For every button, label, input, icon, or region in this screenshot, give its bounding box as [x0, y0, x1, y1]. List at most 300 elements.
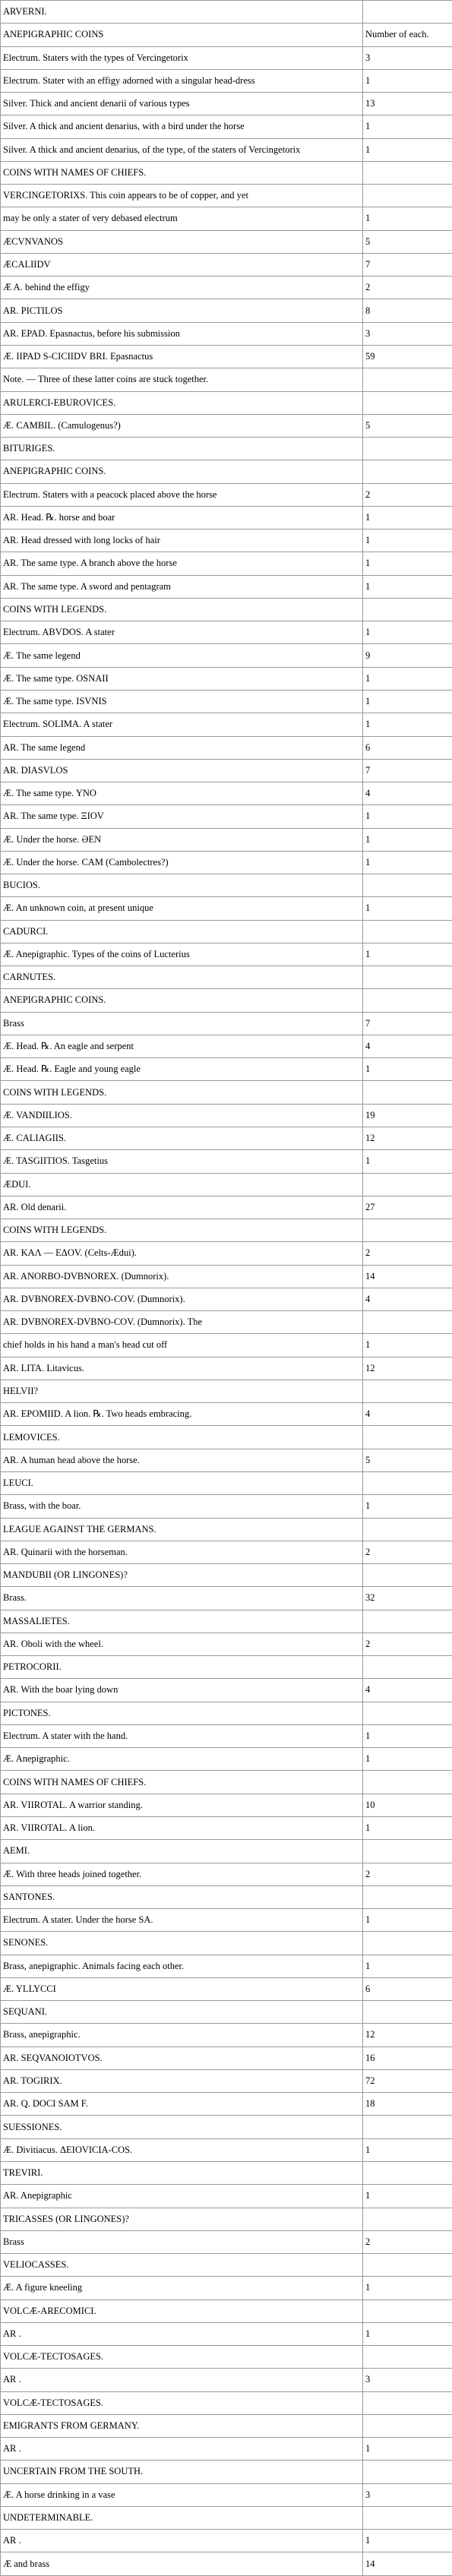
- count-cell: 1: [363, 1334, 452, 1357]
- table-row: [1, 2346, 452, 2369]
- count-cell: 4: [363, 1288, 452, 1310]
- description-cell: Æ. The same type. YNO: [1, 782, 363, 805]
- count-cell: [363, 1311, 452, 1334]
- count-cell: 1: [363, 69, 452, 92]
- count-cell: [363, 1702, 452, 1724]
- description-cell: VOLCÆ-TECTOSAGES.: [1, 2391, 363, 2414]
- table-row: [1, 185, 452, 207]
- count-cell: 2: [363, 277, 452, 299]
- count-cell: 1: [363, 805, 452, 828]
- count-cell: 4: [363, 1679, 452, 1702]
- description-cell: ANEPIGRAPHIC COINS: [1, 24, 363, 46]
- description-cell: Æ. YLLYCCI: [1, 1977, 363, 2000]
- count-cell: 3: [363, 46, 452, 69]
- table-row: [1, 1012, 452, 1035]
- count-cell: [363, 2208, 452, 2230]
- description-cell: HELVII?: [1, 1380, 363, 1402]
- count-cell: 7: [363, 253, 452, 276]
- description-cell: TRICASSES (OR LINGONES)?: [1, 2208, 363, 2230]
- table-row: [1, 943, 452, 966]
- table-row: [1, 1816, 452, 1839]
- description-cell: Electrum. A stater with the hand.: [1, 1724, 363, 1747]
- count-cell: [363, 989, 452, 1012]
- count-cell: [363, 966, 452, 989]
- table-row: [1, 1334, 452, 1357]
- count-cell: 3: [363, 2483, 452, 2506]
- table-row: [1, 2438, 452, 2461]
- description-cell: SEQUANI.: [1, 2001, 363, 2024]
- count-cell: 1: [363, 2438, 452, 2461]
- count-cell: [363, 2001, 452, 2024]
- table-row: [1, 736, 452, 759]
- count-cell: 1: [363, 2185, 452, 2208]
- description-cell: AR. DVBNOREX-DVBNO-COV. (Dumnorix).: [1, 1288, 363, 1310]
- table-row: [1, 1035, 452, 1057]
- description-cell: AR. ANORBO-DVBNOREX. (Dumnorix).: [1, 1265, 363, 1288]
- table-row: [1, 299, 452, 322]
- description-cell: Brass, anepigraphic.: [1, 2024, 363, 2047]
- count-cell: 3: [363, 2369, 452, 2391]
- description-cell: AR. Q. DOCI SAM F.: [1, 2093, 363, 2116]
- table-row: [1, 322, 452, 345]
- description-cell: ÆCVNVANOS: [1, 230, 363, 253]
- count-cell: 2: [363, 1541, 452, 1563]
- table-row: [1, 1311, 452, 1334]
- description-cell: LEUCI.: [1, 1472, 363, 1495]
- description-cell: Æ. The same type. OSNAII: [1, 667, 363, 690]
- description-cell: Æ. TASGIITIOS. Tasgetius: [1, 1150, 363, 1173]
- table-row: [1, 2277, 452, 2299]
- description-cell: VELIOCASSES.: [1, 2254, 363, 2277]
- description-cell: ARULERCI-EBUROVICES.: [1, 391, 363, 414]
- description-cell: PETROCORII.: [1, 1656, 363, 1679]
- count-cell: 1: [363, 552, 452, 575]
- count-cell: 7: [363, 759, 452, 782]
- table-row: [1, 1771, 452, 1794]
- count-cell: 13: [363, 93, 452, 115]
- description-cell: AR .: [1, 2369, 363, 2391]
- table-row: [1, 46, 452, 69]
- description-cell: Æ. The same type. ISVNIS: [1, 690, 363, 713]
- table-row: [1, 782, 452, 805]
- description-cell: LEAGUE AGAINST THE GERMANS.: [1, 1518, 363, 1541]
- count-cell: [363, 185, 452, 207]
- count-cell: [363, 920, 452, 943]
- count-cell: [363, 1173, 452, 1196]
- description-cell: COINS WITH NAMES OF CHIEFS.: [1, 1771, 363, 1794]
- table-row: [1, 460, 452, 483]
- table-row: [1, 1265, 452, 1288]
- count-cell: 32: [363, 1587, 452, 1610]
- count-cell: 1: [363, 621, 452, 644]
- description-cell: CADURCI.: [1, 920, 363, 943]
- description-cell: Æ. Under the horse. ƏEN: [1, 828, 363, 851]
- description-cell: AR. Oboli with the wheel.: [1, 1633, 363, 1655]
- table-row: [1, 713, 452, 736]
- count-cell: 1: [363, 1150, 452, 1173]
- description-cell: AR. Old denarii.: [1, 1196, 363, 1218]
- count-cell: [363, 368, 452, 391]
- count-cell: 1: [363, 2138, 452, 2161]
- table-row: [1, 1380, 452, 1402]
- table-row: [1, 2414, 452, 2437]
- count-cell: [363, 2299, 452, 2322]
- table-row: [1, 2299, 452, 2322]
- description-cell: Electrum. SOLIMA. A stater: [1, 713, 363, 736]
- description-cell: ÆCALIIDV: [1, 253, 363, 276]
- description-cell: LEMOVICES.: [1, 1426, 363, 1449]
- table-row: [1, 1724, 452, 1747]
- description-cell: Æ. VANDIILIOS.: [1, 1104, 363, 1127]
- table-row: [1, 1748, 452, 1771]
- table-row: [1, 1863, 452, 1885]
- description-cell: AR. Head. ℞. horse and boar: [1, 506, 363, 529]
- table-row: [1, 207, 452, 230]
- table-row: [1, 2047, 452, 2069]
- table-row: [1, 2322, 452, 2345]
- count-cell: [363, 2506, 452, 2529]
- table-row: [1, 1104, 452, 1127]
- table-row: [1, 1081, 452, 1104]
- table-row: [1, 851, 452, 874]
- count-cell: 4: [363, 782, 452, 805]
- description-cell: AR. VIIROTAL. A lion.: [1, 1816, 363, 1839]
- table-row: [1, 1610, 452, 1633]
- table-row: [1, 1656, 452, 1679]
- description-cell: SUESSIONES.: [1, 2116, 363, 2138]
- count-cell: 5: [363, 414, 452, 437]
- count-cell: [363, 1885, 452, 1908]
- description-cell: BITURIGES.: [1, 438, 363, 460]
- table-row: [1, 2116, 452, 2138]
- table-row: [1, 920, 452, 943]
- table-row: [1, 897, 452, 920]
- description-cell: VOLCÆ-ARECOMICI.: [1, 2299, 363, 2322]
- table-row: [1, 1541, 452, 1563]
- table-row: [1, 1426, 452, 1449]
- description-cell: VOLCÆ-TECTOSAGES.: [1, 2346, 363, 2369]
- count-cell: [363, 1656, 452, 1679]
- description-cell: AR. PICTILOS: [1, 299, 363, 322]
- table-row: [1, 161, 452, 184]
- description-cell: AR. DVBNOREX-DVBNO-COV. (Dumnorix). The: [1, 1311, 363, 1334]
- count-cell: 18: [363, 2093, 452, 2116]
- description-cell: Brass, anepigraphic. Animals facing each other.: [1, 1955, 363, 1977]
- description-cell: AR. EPAD. Epasnactus, before his submission: [1, 322, 363, 345]
- count-cell: [363, 438, 452, 460]
- table-row: [1, 1173, 452, 1196]
- count-cell: 27: [363, 1196, 452, 1218]
- count-cell: 1: [363, 1495, 452, 1518]
- count-cell: 1: [363, 2530, 452, 2552]
- description-cell: COINS WITH LEGENDS.: [1, 1081, 363, 1104]
- count-cell: [363, 1932, 452, 1955]
- description-cell: AR. A human head above the horse.: [1, 1449, 363, 1471]
- count-cell: [363, 1380, 452, 1402]
- description-cell: ARVERNI.: [1, 1, 363, 24]
- count-cell: 5: [363, 1449, 452, 1471]
- description-cell: Brass, with the boar.: [1, 1495, 363, 1518]
- description-cell: PICTONES.: [1, 1702, 363, 1724]
- description-cell: AR. KAΛ — EΔOV. (Celts-Ædui).: [1, 1242, 363, 1265]
- count-cell: 4: [363, 1403, 452, 1426]
- table-row: [1, 2001, 452, 2024]
- description-cell: VERCINGETORIXS. This coin appears to be of copper, and yet: [1, 185, 363, 207]
- table-row: [1, 2461, 452, 2483]
- description-cell: Silver. Thick and ancient denarii of various types: [1, 93, 363, 115]
- description-cell: AR. Quinarii with the horseman.: [1, 1541, 363, 1563]
- table-row: [1, 690, 452, 713]
- table-row: [1, 2391, 452, 2414]
- table-row: [1, 2208, 452, 2230]
- description-cell: Silver. A thick and ancient denarius, of the type, of the staters of Vercingetorix: [1, 138, 363, 161]
- count-cell: [363, 1081, 452, 1104]
- count-cell: [363, 2391, 452, 2414]
- count-cell: 10: [363, 1794, 452, 1816]
- description-cell: Æ. Head. ℞. Eagle and young eagle: [1, 1058, 363, 1081]
- description-cell: Æ. CALIAGIIS.: [1, 1127, 363, 1150]
- table-row: [1, 1219, 452, 1242]
- count-cell: 72: [363, 2069, 452, 2092]
- description-cell: AR. LITA. Litavicus.: [1, 1357, 363, 1380]
- table-row: [1, 2369, 452, 2391]
- count-cell: [363, 1219, 452, 1242]
- count-cell: 9: [363, 644, 452, 667]
- count-cell: 1: [363, 713, 452, 736]
- table-row: [1, 438, 452, 460]
- count-cell: 59: [363, 345, 452, 368]
- description-cell: AR .: [1, 2438, 363, 2461]
- description-cell: BUCIOS.: [1, 874, 363, 897]
- table-row: [1, 667, 452, 690]
- table-row: [1, 1357, 452, 1380]
- description-cell: MANDUBII (OR LINGONES)?: [1, 1564, 363, 1587]
- description-cell: Æ. A figure kneeling: [1, 2277, 363, 2299]
- count-cell: 19: [363, 1104, 452, 1127]
- table-row: [1, 1242, 452, 1265]
- table-row: [1, 1932, 452, 1955]
- count-cell: [363, 1426, 452, 1449]
- description-cell: Brass.: [1, 1587, 363, 1610]
- description-cell: AR. Anepigraphic: [1, 2185, 363, 2208]
- table-row: [1, 2506, 452, 2529]
- description-cell: SENONES.: [1, 1932, 363, 1955]
- count-cell: 4: [363, 1035, 452, 1057]
- count-cell: 1: [363, 667, 452, 690]
- count-cell: 1: [363, 207, 452, 230]
- description-cell: Æ. A horse drinking in a vase: [1, 2483, 363, 2506]
- count-cell: [363, 2116, 452, 2138]
- description-cell: AR. DIASVLOS: [1, 759, 363, 782]
- table-row: [1, 345, 452, 368]
- description-cell: AR. VIIROTAL. A warrior standing.: [1, 1794, 363, 1816]
- description-cell: Æ. Anepigraphic.: [1, 1748, 363, 1771]
- table-row: [1, 1909, 452, 1932]
- table-row: [1, 1702, 452, 1724]
- description-cell: may be only a stater of very debased electrum: [1, 207, 363, 230]
- count-cell: 1: [363, 897, 452, 920]
- description-cell: Note. — Three of these latter coins are stuck together.: [1, 368, 363, 391]
- count-cell: 1: [363, 138, 452, 161]
- count-cell: [363, 2161, 452, 2184]
- table-row: [1, 1288, 452, 1310]
- count-cell: 1: [363, 1058, 452, 1081]
- description-cell: CARNUTES.: [1, 966, 363, 989]
- count-cell: 1: [363, 690, 452, 713]
- count-cell: 16: [363, 2047, 452, 2069]
- description-cell: AR .: [1, 2530, 363, 2552]
- count-cell: 1: [363, 2277, 452, 2299]
- description-cell: ANEPIGRAPHIC COINS.: [1, 989, 363, 1012]
- table-row: [1, 391, 452, 414]
- count-cell: 1: [363, 2322, 452, 2345]
- description-cell: EMIGRANTS FROM GERMANY.: [1, 2414, 363, 2437]
- table-row: [1, 2254, 452, 2277]
- count-cell: [363, 460, 452, 483]
- table-row: [1, 2069, 452, 2092]
- description-cell: AR. The same legend: [1, 736, 363, 759]
- table-row: [1, 1, 452, 24]
- table-row: [1, 1977, 452, 2000]
- description-cell: TREVIRI.: [1, 2161, 363, 2184]
- table-row: [1, 1679, 452, 1702]
- table-row: [1, 1564, 452, 1587]
- table-row: [1, 759, 452, 782]
- count-cell: [363, 2254, 452, 2277]
- table-row: [1, 115, 452, 138]
- description-cell: Silver. A thick and ancient denarius, with a bird under the horse: [1, 115, 363, 138]
- description-cell: Brass: [1, 2230, 363, 2253]
- table-row: [1, 1495, 452, 1518]
- table-row: [1, 1127, 452, 1150]
- table-row: [1, 414, 452, 437]
- table-row: [1, 1150, 452, 1173]
- table-row: [1, 1058, 452, 1081]
- description-cell: ANEPIGRAPHIC COINS.: [1, 460, 363, 483]
- count-cell: 3: [363, 322, 452, 345]
- table-row: [1, 2093, 452, 2116]
- count-cell: 8: [363, 299, 452, 322]
- count-cell: 14: [363, 1265, 452, 1288]
- table-row: [1, 874, 452, 897]
- table-row: [1, 230, 452, 253]
- table-row: [1, 1633, 452, 1655]
- table-row: [1, 2024, 452, 2047]
- count-cell: [363, 161, 452, 184]
- count-cell: 12: [363, 1357, 452, 1380]
- table-row: [1, 483, 452, 506]
- count-cell: 12: [363, 2024, 452, 2047]
- count-cell: 1: [363, 851, 452, 874]
- count-cell: [363, 874, 452, 897]
- count-cell: 1: [363, 943, 452, 966]
- table-row: [1, 989, 452, 1012]
- table-row: [1, 529, 452, 552]
- count-cell: 7: [363, 1012, 452, 1035]
- count-cell: [363, 2346, 452, 2369]
- description-cell: AR. EPOMIID. A lion. ℞. Two heads embracing.: [1, 1403, 363, 1426]
- table-row: [1, 805, 452, 828]
- table-row: [1, 24, 452, 46]
- table-row: [1, 2185, 452, 2208]
- table-row: [1, 277, 452, 299]
- count-cell: 2: [363, 1863, 452, 1885]
- count-cell: 1: [363, 529, 452, 552]
- count-cell: 12: [363, 1127, 452, 1150]
- count-cell: 14: [363, 2552, 452, 2576]
- count-cell: 2: [363, 2230, 452, 2253]
- description-cell: COINS WITH LEGENDS.: [1, 1219, 363, 1242]
- description-cell: MASSALIETES.: [1, 1610, 363, 1633]
- table-row: [1, 552, 452, 575]
- description-cell: AEMI.: [1, 1840, 363, 1863]
- table-row: [1, 598, 452, 621]
- description-cell: Brass: [1, 1012, 363, 1035]
- description-cell: Electrum. Staters with the types of Vercingetorix: [1, 46, 363, 69]
- description-cell: Æ A. behind the effigy: [1, 277, 363, 299]
- description-cell: Æ. Head. ℞. An eagle and serpent: [1, 1035, 363, 1057]
- description-cell: Æ and brass: [1, 2552, 363, 2576]
- description-cell: Electrum. A stater. Under the horse SA.: [1, 1909, 363, 1932]
- count-cell: Number of each.: [363, 24, 452, 46]
- description-cell: UNDETERMINABLE.: [1, 2506, 363, 2529]
- description-cell: Electrum. ABVDOS. A stater: [1, 621, 363, 644]
- description-cell: UNCERTAIN FROM THE SOUTH.: [1, 2461, 363, 2483]
- count-cell: 2: [363, 1242, 452, 1265]
- description-cell: COINS WITH NAMES OF CHIEFS.: [1, 161, 363, 184]
- count-cell: [363, 391, 452, 414]
- description-cell: Electrum. Stater with an effigy adorned with a singular head-dress: [1, 69, 363, 92]
- description-cell: ÆDUI.: [1, 1173, 363, 1196]
- count-cell: [363, 1840, 452, 1863]
- count-cell: 1: [363, 506, 452, 529]
- description-cell: AR. SEQVANOIOTVOS.: [1, 2047, 363, 2069]
- description-cell: SANTONES.: [1, 1885, 363, 1908]
- count-cell: [363, 1472, 452, 1495]
- description-cell: AR. The same type. A sword and pentagram: [1, 575, 363, 598]
- count-cell: 1: [363, 1748, 452, 1771]
- table-row: [1, 828, 452, 851]
- count-cell: [363, 1564, 452, 1587]
- table-row: [1, 368, 452, 391]
- count-cell: [363, 1771, 452, 1794]
- description-cell: Æ. Divitiacus. ΔEIOVICIA-COS.: [1, 2138, 363, 2161]
- table-row: [1, 2161, 452, 2184]
- table-row: [1, 506, 452, 529]
- description-cell: Æ. Under the horse. CAM (Cambolectres?): [1, 851, 363, 874]
- count-cell: 1: [363, 1816, 452, 1839]
- description-cell: chief holds in his hand a man's head cut off: [1, 1334, 363, 1357]
- table-row: [1, 621, 452, 644]
- table-row: [1, 138, 452, 161]
- count-cell: 1: [363, 1955, 452, 1977]
- table-row: [1, 2138, 452, 2161]
- description-cell: AR. TOGIRIX.: [1, 2069, 363, 2092]
- table-row: [1, 1840, 452, 1863]
- description-cell: Æ. IIPAD S-CICIIDV BRI. Epasnactus: [1, 345, 363, 368]
- table-row: [1, 93, 452, 115]
- count-cell: [363, 1610, 452, 1633]
- count-cell: 5: [363, 230, 452, 253]
- description-cell: Æ. An unknown coin, at present unique: [1, 897, 363, 920]
- table-row: [1, 253, 452, 276]
- count-cell: 1: [363, 1724, 452, 1747]
- table-row: [1, 2530, 452, 2552]
- table-row: [1, 644, 452, 667]
- description-cell: Æ. The same legend: [1, 644, 363, 667]
- table-row: [1, 1955, 452, 1977]
- table-row: [1, 1794, 452, 1816]
